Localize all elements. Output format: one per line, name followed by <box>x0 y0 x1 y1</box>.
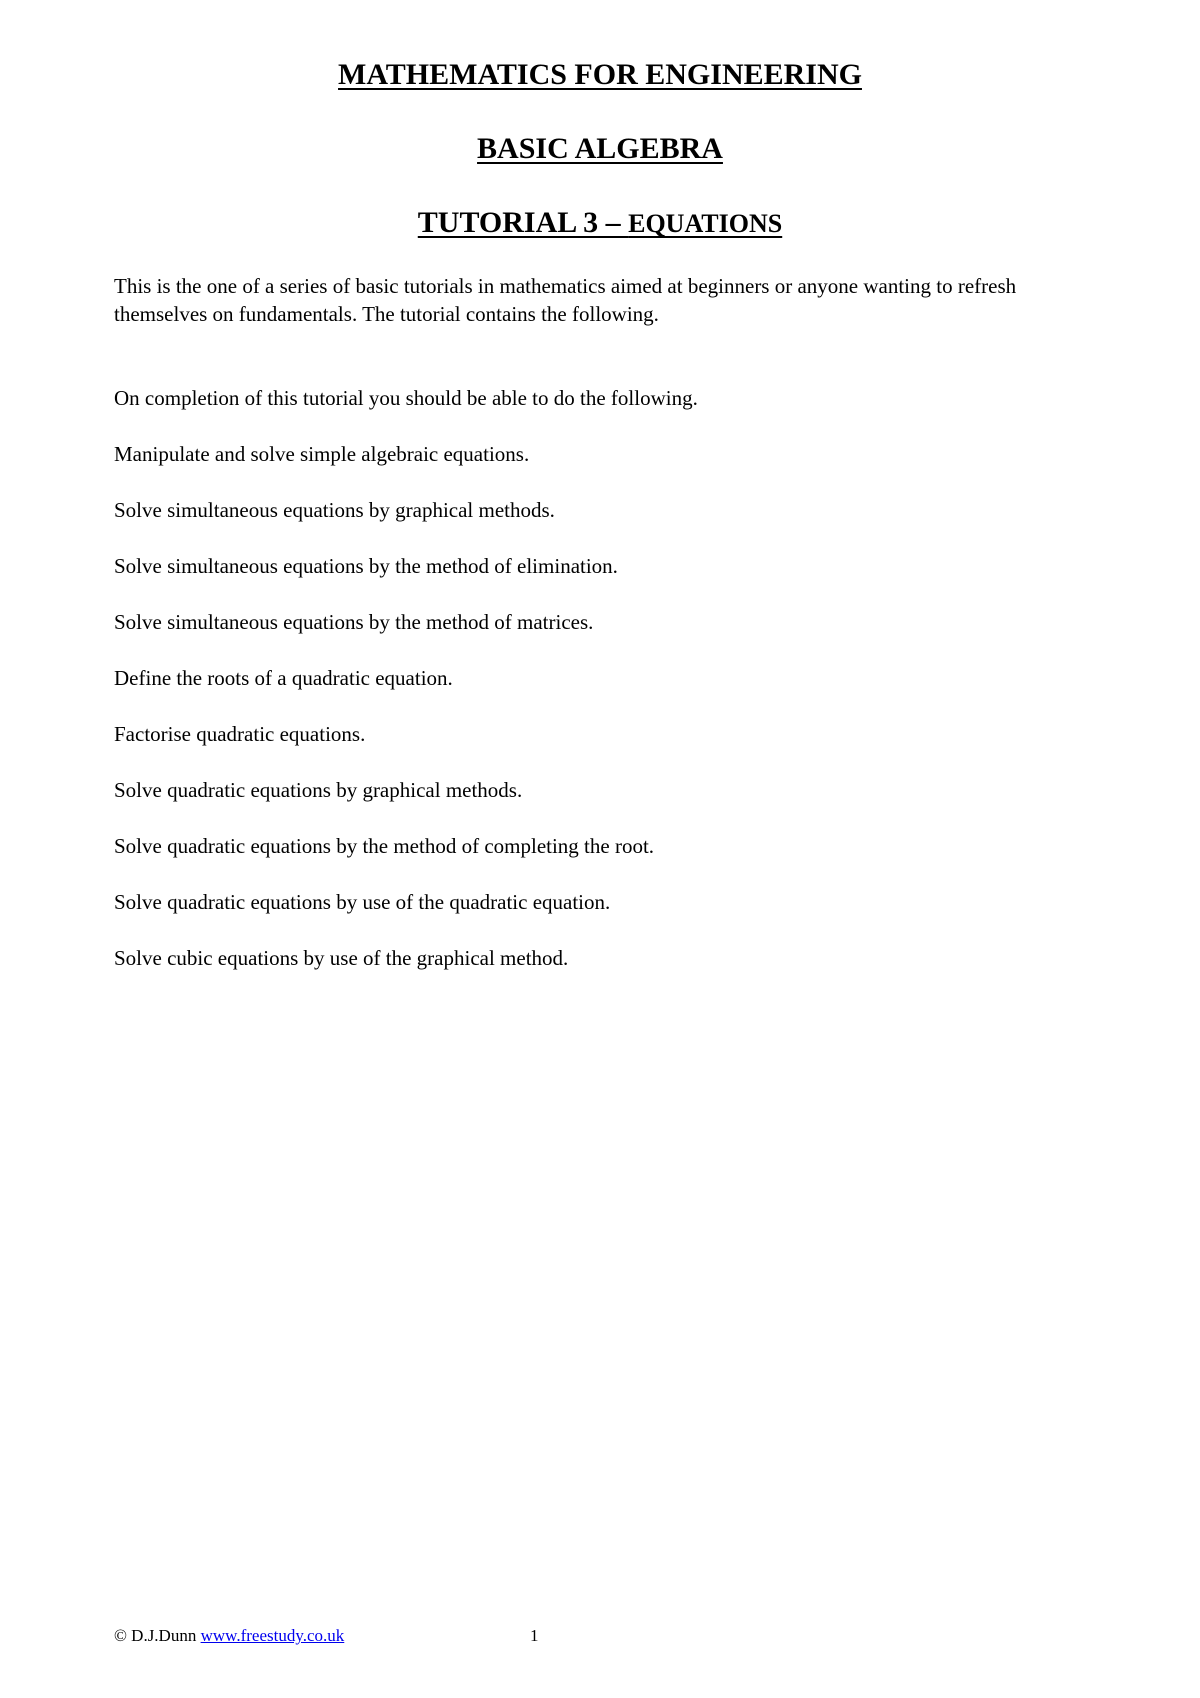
footer-website-link[interactable]: www.freestudy.co.uk <box>200 1626 345 1645</box>
objective-item: Solve quadratic equations by use of the quadratic equation. <box>114 890 611 914</box>
tutorial-prefix: TUTORIAL 3 – <box>417 206 629 239</box>
objective-item: Solve simultaneous equations by the method of matrices. <box>114 610 594 634</box>
tutorial-topic: EQUATIONS <box>628 209 783 238</box>
objective-item: Define the roots of a quadratic equation. <box>114 666 453 690</box>
document-subtitle: BASIC ALGEBRA <box>477 132 723 165</box>
document-title: MATHEMATICS FOR ENGINEERING <box>338 58 862 91</box>
tutorial-heading <box>0 206 1200 240</box>
page-number: 1 <box>530 1626 539 1645</box>
objective-item: Solve quadratic equations by graphical methods. <box>114 778 523 802</box>
objective-item: Manipulate and solve simple algebraic equations. <box>114 442 530 466</box>
objective-item: Solve cubic equations by use of the graphical method. <box>114 946 569 970</box>
footer <box>114 1626 344 1646</box>
objective-item: Factorise quadratic equations. <box>114 722 366 746</box>
intro-paragraph: This is the one of a series of basic tutorials in mathematics aimed at beginners or anyone wanting to refresh themselves on fundamentals. The tutorial contains the following. <box>114 274 1017 326</box>
footer-copyright: © D.J.Dunn <box>114 1626 201 1645</box>
objectives-section <box>114 384 1104 1000</box>
objective-item: Solve quadratic equations by the method of completing the root. <box>114 834 655 858</box>
objectives-lead: On completion of this tutorial you should be able to do the following. <box>114 386 698 410</box>
objective-item: Solve simultaneous equations by graphical methods. <box>114 498 555 522</box>
objective-item: Solve simultaneous equations by the method of elimination. <box>114 554 618 578</box>
